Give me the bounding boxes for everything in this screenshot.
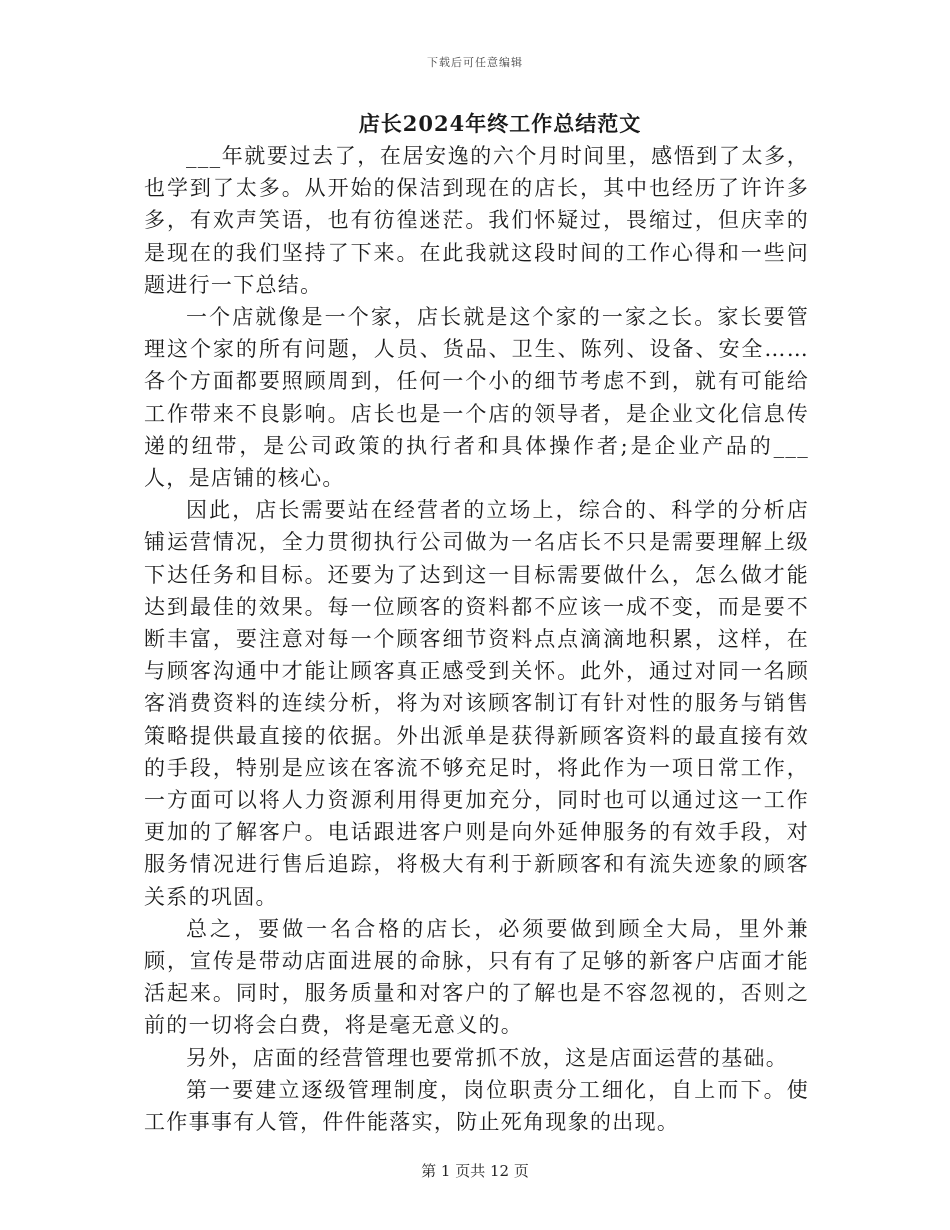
paragraph: 总之，要做一名合格的店长，必须要做到顾全大局，里外兼顾，宣传是带动店面进展的命脉，只有有了足够的新客户店面才能活起来。同时，服务质量和对客户的了解也是不容忽视的，否则之前的一切将会白费，将是毫无意义的。 <box>144 916 809 1038</box>
document-title: 店长2024年终工作总结范文 <box>358 111 642 136</box>
paragraph: 第一要建立逐级管理制度，岗位职责分工细化，自上而下。使工作事事有人管，件件能落实，防止死角现象的出现。 <box>144 1077 809 1135</box>
paragraph: 因此，店长需要站在经营者的立场上，综合的、科学的分析店铺运营情况，全力贯彻执行公司做为一名店长不只是需要理解上级下达任务和目标。还要为了达到这一目标需要做什么，怎么做才能达到最佳的效果。每一位顾客的资料都不应该一成不变，而是要不断丰富，要注意对每一个顾客细节资料点点滴滴地积累，这样，在与顾客沟通中才能让顾客真正感受到关怀。此外，通过对同一名顾客消费资料的连续分析，将为对该顾客制订有针对性的服务与销售策略提供最直接的依据。外出派单是获得新顾客资料的最直接有效的手段，特别是应该在客流不够充足时，将此作为一项日常工作，一方面可以将人力资源利用得更加充分，同时也可以通过这一工作更加的了解客户。电话跟进客户则是向外延伸服务的有效手段，对服务情况进行售后追踪，将极大有利于新顾客和有流失迹象的顾客关系的巩固。 <box>144 498 809 909</box>
document-body <box>144 140 809 1138</box>
paragraph: 一个店就像是一个家，店长就是这个家的一家之长。家长要管理这个家的所有问题，人员、货品、卫生、陈列、设备、安全……各个方面都要照顾周到，任何一个小的细节考虑不到，就有可能给工作带来不良影响。店长也是一个店的领导者，是企业文化信息传递的纽带，是公司政策的执行者和具体操作者;是企业产品的___人，是店铺的核心。 <box>144 305 809 491</box>
paragraph: ___年就要过去了，在居安逸的六个月时间里，感悟到了太多，也学到了太多。从开始的保洁到现在的店长，其中也经历了许许多多，有欢声笑语，也有彷徨迷茫。我们怀疑过，畏缩过，但庆幸的是现在的我们坚持了下来。在此我就这段时间的工作心得和一些问题进行一下总结。 <box>144 144 809 297</box>
page-indicator: 第 1 页共 12 页 <box>421 1162 529 1180</box>
header-note: 下载后可任意编辑 <box>427 56 523 69</box>
paragraph: 另外，店面的经营管理也要常抓不放，这是店面运营的基础。 <box>186 1045 789 1070</box>
